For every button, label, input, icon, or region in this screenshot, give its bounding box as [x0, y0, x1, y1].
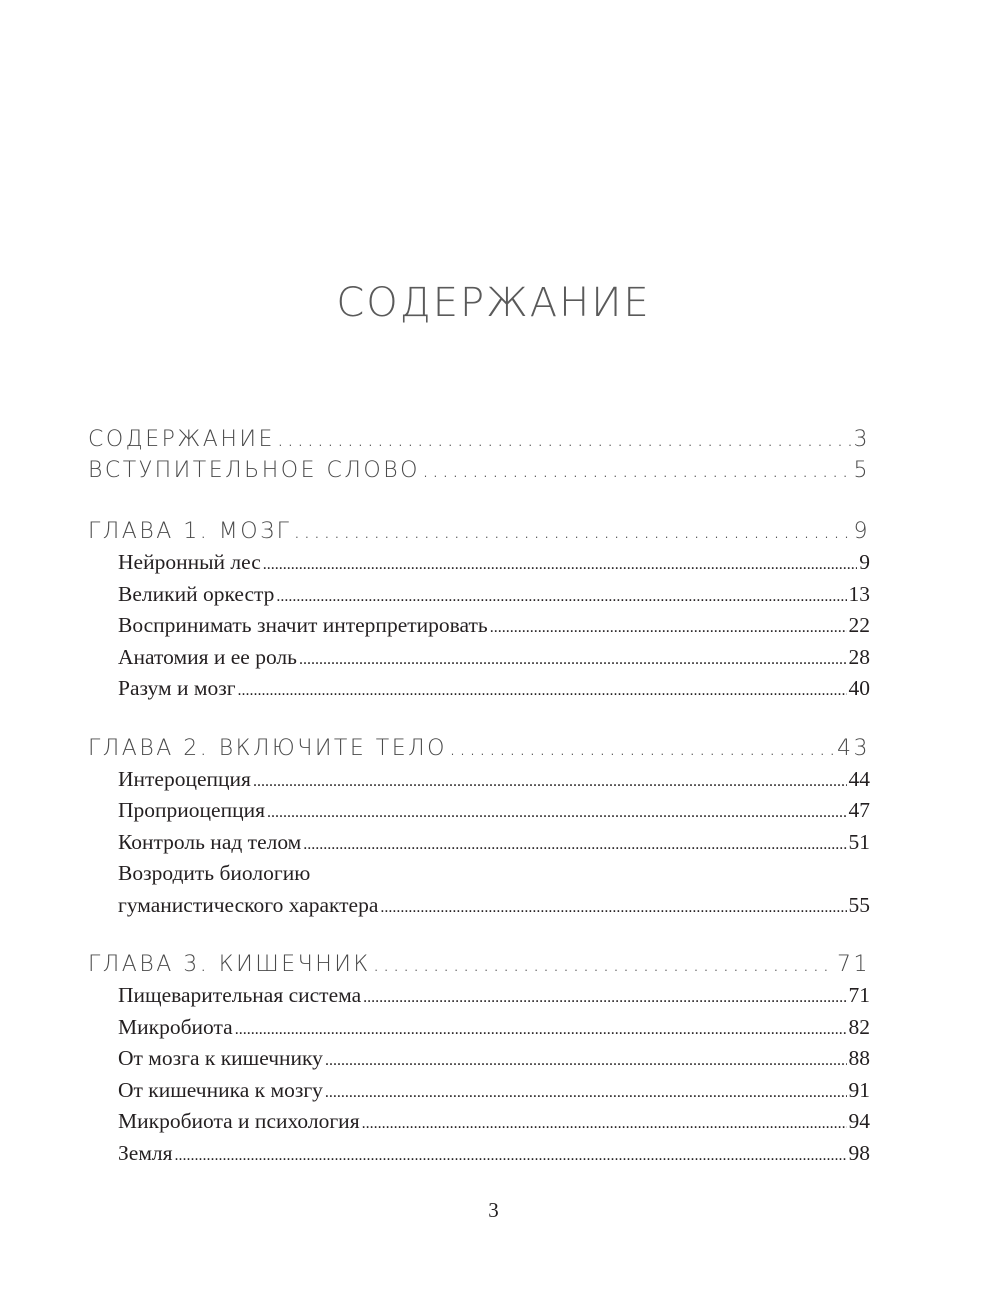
toc-section[interactable]: [88, 642, 870, 674]
toc-entry-label: СОДЕРЖАНИЕ: [88, 427, 275, 452]
toc-section-line2[interactable]: [88, 890, 870, 922]
toc-page-number: 91: [848, 1077, 870, 1102]
toc-section[interactable]: [88, 1043, 870, 1075]
toc-entry-label: ВСТУПИТЕЛЬНОЕ СЛОВО: [88, 458, 420, 483]
toc-section-label: Интероцепция: [118, 766, 251, 791]
toc-section[interactable]: [88, 827, 870, 859]
toc-section-label: Контроль над телом: [118, 829, 302, 854]
toc-section[interactable]: [88, 1138, 870, 1170]
toc-page-number: 47: [848, 798, 870, 822]
toc-page-number: 28: [848, 644, 870, 669]
footer-page-number: 3: [488, 1198, 499, 1222]
toc-page-number: 13: [848, 581, 870, 606]
dot-leader: [422, 455, 852, 486]
toc-section-label: От мозга к кишечнику: [118, 1046, 323, 1070]
toc-chapter-2[interactable]: [88, 733, 870, 764]
toc-section[interactable]: [88, 980, 870, 1012]
toc-chapter-label: ГЛАВА 2. ВКЛЮЧИТЕ ТЕЛО: [88, 735, 447, 761]
toc-page-number: 71: [837, 952, 870, 977]
toc-section[interactable]: [88, 1012, 870, 1044]
toc-section-label-continued: гуманистического характера: [118, 892, 379, 917]
toc-section-label: Возродить биологию: [118, 861, 311, 885]
toc-section[interactable]: [88, 1106, 870, 1138]
dot-leader: [235, 1014, 847, 1046]
toc-page-number: 71: [848, 983, 870, 1007]
toc-page-number: 43: [837, 735, 870, 761]
toc-page-number: 55: [848, 892, 870, 917]
toc-page-number: 3: [853, 427, 870, 452]
dot-leader: [325, 1077, 847, 1109]
toc-section-label: Воспринимать значит интерпретировать: [118, 613, 488, 637]
toc-section[interactable]: [88, 1075, 870, 1107]
dot-leader: [303, 829, 846, 861]
page-title: СОДЕРЖАНИЕ: [336, 280, 651, 326]
toc-page-number: 98: [848, 1140, 870, 1165]
toc-page-number: 51: [848, 829, 870, 854]
dot-leader: [175, 1140, 847, 1172]
toc-section-label: Микробиота и психология: [118, 1109, 360, 1133]
toc-page-number: 40: [848, 676, 870, 700]
toc-chapter-label: ГЛАВА 1. МОЗГ: [88, 519, 292, 544]
toc-section-label: Земля: [118, 1140, 173, 1165]
dot-leader: [293, 516, 851, 547]
toc-section-label: Анатомия и ее роль: [118, 644, 297, 669]
toc-page-number: 88: [848, 1046, 870, 1070]
dot-leader: [362, 1108, 847, 1140]
toc-chapter-1[interactable]: [88, 516, 870, 547]
toc-section-label: От кишечника к мозгу: [118, 1077, 323, 1102]
toc-page-number: 44: [848, 766, 870, 791]
toc-page-number: 9: [859, 550, 870, 574]
toc-section[interactable]: [88, 764, 870, 796]
dot-leader: [276, 581, 846, 613]
toc-page-number: 22: [848, 613, 870, 637]
dot-leader: [373, 949, 835, 980]
toc-section[interactable]: [88, 795, 870, 827]
dot-leader: [490, 612, 847, 644]
dot-leader: [263, 549, 857, 581]
toc-section-label: Пищеварительная система: [118, 983, 362, 1007]
toc-page-number: 82: [848, 1014, 870, 1039]
toc-section-label: Великий оркестр: [118, 581, 275, 606]
toc-section[interactable]: [88, 579, 870, 611]
dot-leader: [380, 892, 846, 924]
toc-entry-foreword[interactable]: [88, 455, 870, 486]
table-of-contents: [88, 424, 870, 1169]
toc-section-label: Разум и мозг: [118, 676, 236, 700]
toc-section-line1[interactable]: [88, 858, 870, 890]
toc-section-label: Проприоцепция: [118, 798, 265, 822]
toc-chapter-3[interactable]: [88, 949, 870, 980]
dot-leader: [253, 766, 847, 798]
dot-leader: [238, 675, 847, 707]
dot-leader: [277, 424, 852, 455]
dot-leader: [299, 644, 847, 676]
toc-section[interactable]: [88, 547, 870, 579]
toc-section[interactable]: [88, 610, 870, 642]
dot-leader: [449, 733, 835, 764]
dot-leader: [325, 1045, 847, 1077]
toc-section-label: Микробиота: [118, 1014, 233, 1039]
toc-section[interactable]: [88, 673, 870, 705]
toc-page-number: 94: [848, 1109, 870, 1133]
toc-section-label: Нейронный лес: [118, 550, 261, 574]
dot-leader: [363, 982, 846, 1014]
dot-leader: [267, 797, 847, 829]
toc-page-number: 5: [853, 458, 870, 483]
toc-page-number: 9: [853, 519, 870, 544]
toc-chapter-label: ГЛАВА 3. КИШЕЧНИК: [88, 952, 371, 977]
toc-entry-contents[interactable]: [88, 424, 870, 455]
